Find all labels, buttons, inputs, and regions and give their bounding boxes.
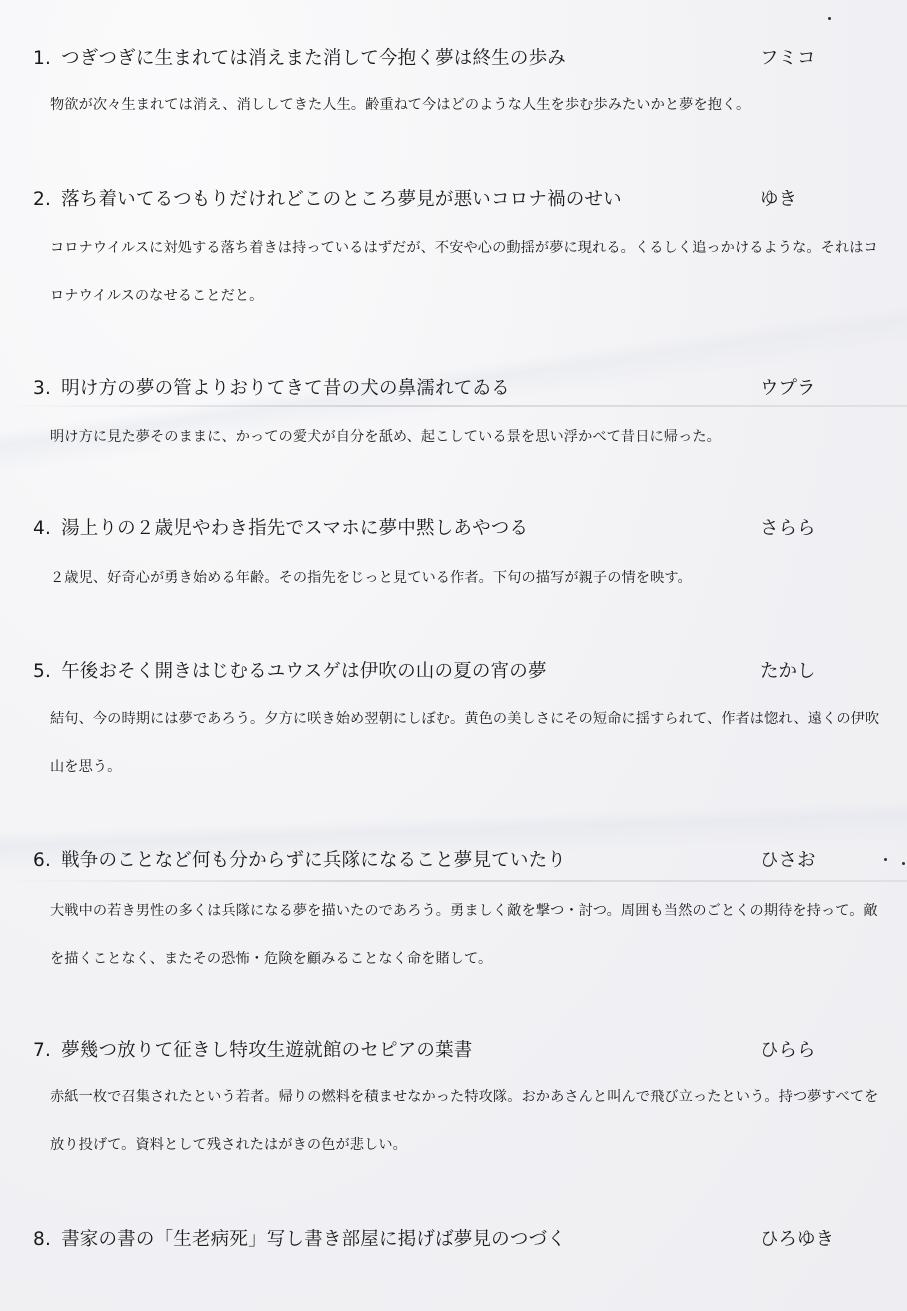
haiku-comment: 大戦中の若き男性の多くは兵隊になる夢を描いたのであろう。勇ましく敵を撃つ・討つ。周囲も当然のごとくの期待を持って。敵を描くことなく、またその恐怖・危険を顧みることなく命を賭して。 bbox=[50, 903, 878, 967]
haiku-text: 書家の書の「生老病死」写し書き部屋に掲げば夢見のつづく bbox=[61, 1229, 566, 1250]
author-name: たかし bbox=[760, 661, 816, 682]
paper-fold-line bbox=[0, 405, 907, 407]
author-name: フミコ bbox=[760, 48, 816, 69]
entry-number: 7. bbox=[33, 1040, 52, 1061]
author-name: ひさお bbox=[760, 850, 816, 871]
entry-number: 5. bbox=[33, 661, 52, 682]
haiku-line bbox=[33, 377, 510, 401]
author-name: ひらら bbox=[760, 1040, 816, 1061]
haiku-line bbox=[33, 517, 528, 541]
entry-number: 1. bbox=[33, 48, 52, 69]
haiku-line bbox=[33, 188, 622, 212]
entry-number: 2. bbox=[33, 189, 52, 210]
haiku-text: つぎつぎに生まれては消えまた消して今抱く夢は終生の歩み bbox=[61, 48, 566, 69]
haiku-comment: 結句、今の時期には夢であろう。夕方に咲き始め翌朝にしぼむ。黄色の美しさにその短命に揺すられて、作者は惚れ、遠くの伊吹山を思う。 bbox=[50, 711, 880, 775]
haiku-line bbox=[33, 849, 566, 873]
author-name: さらら bbox=[760, 518, 816, 539]
entry-number: 3. bbox=[33, 378, 52, 399]
haiku-line bbox=[33, 1039, 472, 1063]
paper-speck bbox=[902, 862, 905, 865]
haiku-text: 午後おそく開きはじむるユウスゲは伊吹の山の夏の宵の夢 bbox=[61, 661, 547, 682]
haiku-line bbox=[33, 660, 547, 684]
author-name: ウプラ bbox=[760, 378, 816, 399]
haiku-text: 湯上りの２歳児やわき指先でスマホに夢中黙しあやつる bbox=[61, 518, 529, 539]
haiku-comment: コロナウイルスに対処する落ち着きは持っているはずだが、不安や心の動揺が夢に現れる。くるしく追っかけるような。それはコロナウイルスのなせることだと。 bbox=[50, 240, 878, 304]
haiku-line bbox=[33, 1228, 566, 1252]
haiku-text: 夢幾つ放りて征きし特攻生遊就館のセピアの葉書 bbox=[61, 1040, 473, 1061]
entry-number: 4. bbox=[33, 518, 52, 539]
haiku-comment: ２歳児、好奇心が勇き始める年齢。その指先をじっと見ている作者。下句の描写が親子の情を映す。 bbox=[50, 570, 692, 586]
haiku-comment: 赤紙一枚で召集されたという若者。帰りの燃料を積ませなかった特攻隊。おかあさんと叫んで飛び立ったという。持つ夢すべてを放り投げて。資料として残されたはがきの色が悲しい。 bbox=[50, 1089, 879, 1153]
haiku-text: 戦争のことなど何も分からずに兵隊になること夢見ていたり bbox=[61, 850, 566, 871]
haiku-text: 落ち着いてるつもりだけれどこのところ夢見が悪いコロナ禍のせい bbox=[61, 189, 622, 210]
haiku-text: 明け方の夢の管よりおりてきて昔の犬の鼻濡れてゐる bbox=[61, 378, 510, 399]
author-name: ゆき bbox=[760, 189, 798, 210]
paper-speck bbox=[828, 17, 831, 20]
entry-number: 8. bbox=[33, 1229, 52, 1250]
paper-speck bbox=[884, 858, 887, 861]
paper-fold-line bbox=[0, 880, 907, 882]
entry-number: 6. bbox=[33, 850, 52, 871]
haiku-comment: 物欲が次々生まれては消え、消ししてきた人生。齢重ねて今はどのような人生を歩む歩みたいかと夢を抱く。 bbox=[50, 97, 751, 113]
haiku-comment: 明け方に見た夢そのままに、かっての愛犬が自分を舐め、起こしている景を思い浮かべて昔日に帰った。 bbox=[50, 429, 721, 445]
author-name: ひろゆき bbox=[760, 1229, 835, 1250]
haiku-line bbox=[33, 47, 566, 71]
